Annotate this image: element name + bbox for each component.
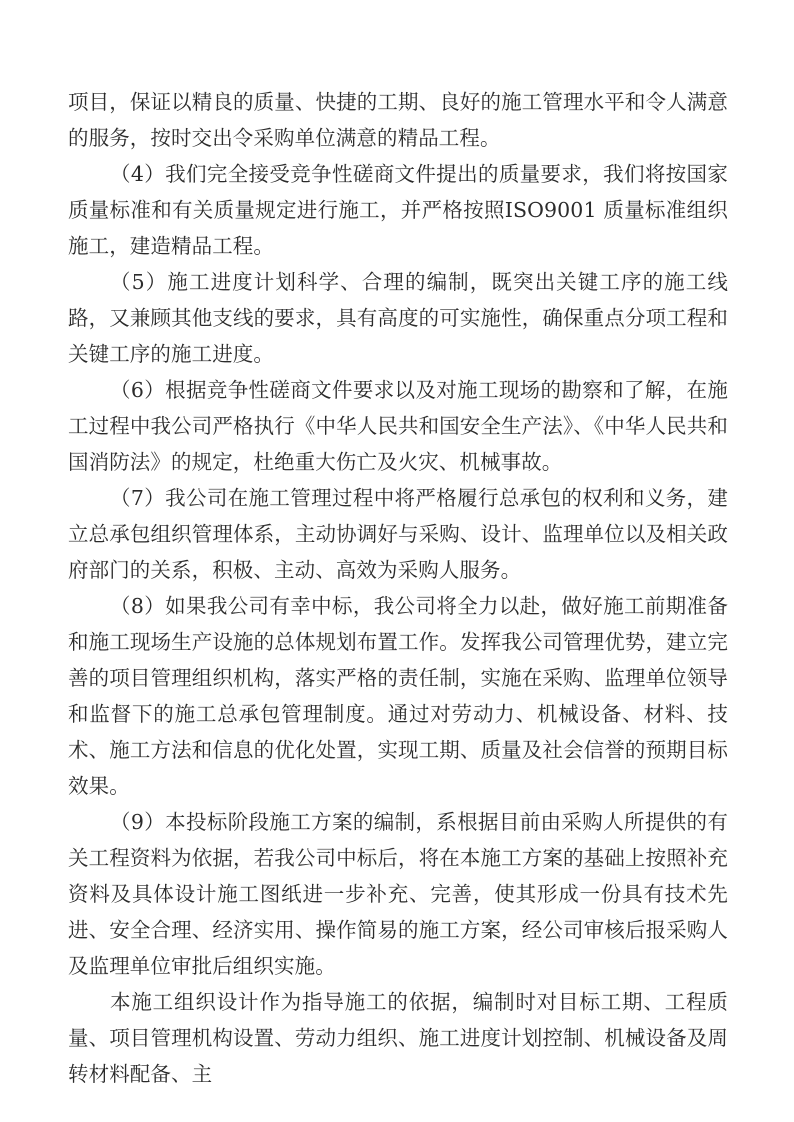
paragraph-item-9: （9）本投标阶段施工方案的编制，系根据目前由采购人所提供的有关工程资料为依据，若我公司中标后，将在本施工方案的基础上按照补充资料及具体设计施工图纸进一步补充、完善，使其形成一份具有技术先进、安全合理、经济实用、操作简易的施工方案，经公司审核后报采购人及监理单位审批后组织实施。 [68,810,728,978]
paragraph-item-4: （4）我们完全接受竞争性磋商文件提出的质量要求，我们将按国家质量标准和有关质量规定进行施工，并严格按照ISO9001 质量标准组织施工，建造精品工程。 [68,162,728,258]
paragraph-item-5: （5）施工进度计划科学、合理的编制，既突出关键工序的施工线路，又兼顾其他支线的要求，具有高度的可实施性，确保重点分项工程和关键工序的施工进度。 [68,270,728,366]
paragraph-continued-from-previous-page: 项目，保证以精良的质量、快捷的工期、良好的施工管理水平和令人满意的服务，按时交出令采购单位满意的精品工程。 [68,90,728,150]
paragraph-item-7: （7）我公司在施工管理过程中将严格履行总承包的权利和义务，建立总承包组织管理体系，主动协调好与采购、设计、监理单位以及相关政府部门的关系，积极、主动、高效为采购人服务。 [68,486,728,582]
paragraph-item-6: （6）根据竞争性磋商文件要求以及对施工现场的勘察和了解，在施工过程中我公司严格执行《中华人民共和国安全生产法》、《中华人民共和国消防法》的规定，杜绝重大伤亡及火灾、机械事故。 [68,378,728,474]
paragraph-item-8: （8）如果我公司有幸中标，我公司将全力以赴，做好施工前期准备和施工现场生产设施的总体规划布置工作。发挥我公司管理优势，建立完善的项目管理组织机构，落实严格的责任制，实施在采购、监理单位领导和监督下的施工总承包管理制度。通过对劳动力、机械设备、材料、技术、施工方法和信息的优化处置，实现工期、质量及社会信誉的预期目标效果。 [68,594,728,798]
paragraph-closing-truncated: 本施工组织设计作为指导施工的依据，编制时对目标工期、工程质量、项目管理机构设置、劳动力组织、施工进度计划控制、机械设备及周转材料配备、主 [68,990,728,1086]
document-text-body [68,84,728,1092]
